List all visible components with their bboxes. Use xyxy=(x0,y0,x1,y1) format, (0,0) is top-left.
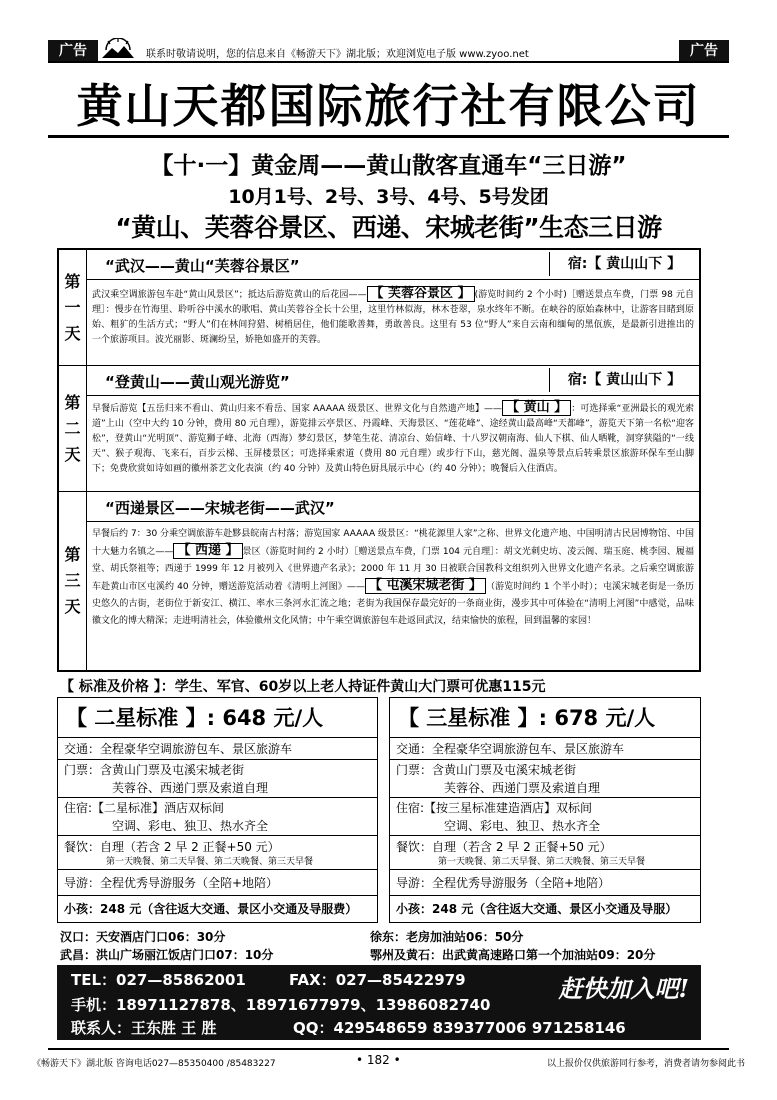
header-rule xyxy=(48,61,729,63)
package-three-star xyxy=(389,697,701,923)
package-guide: 导游：全程优秀导游服务（全陪+地陪） xyxy=(58,870,377,896)
day-header xyxy=(87,366,699,396)
day-label: 第 二 天 xyxy=(59,366,87,491)
pickup-wuchang: 武昌：洪山广场丽江饭店门口07：10分 xyxy=(60,948,274,962)
package-transport: 交通：全程豪华空调旅游包车、景区旅游车 xyxy=(390,738,700,760)
day-route: “登黄山——黄山观光游览” xyxy=(105,373,290,391)
pickup-hankou: 汉口：天安酒店门口06：30分 xyxy=(60,930,226,944)
attraction-tag: 【 芙蓉谷景区 】 xyxy=(367,286,475,302)
attraction-tag: 【 西递 】 xyxy=(173,543,242,559)
day-description xyxy=(92,286,694,348)
description-text: (游览时间约 2 个小时)［赠送景点车费，门票 98 元自理］：慢步在竹海里、聆听谷中溪水的歌唱、黄山芙蓉谷全长十公里，这里竹林似海，林木苍翠，泉水终年不断。在峡谷的原始森林中，让游客目睹到原始、粗犷的生活方式；“野人”们在林间狩猎、树梢居住，他们能歌善舞，勇敢善良。这里有 53 位“野人”来自云南和缅甸的黑佤族，是最新引进推出的一个旅游项目。波光丽影、斑澜纷呈，娇艳如盛开的芙蓉。 xyxy=(92,290,694,345)
description-text: ：可选择乘“亚洲最长的观光索道”上山（空中大约 10 分钟，费用 80 元自理），游览排云亭景区、丹霞峰、天海景区、“莲花峰”、途经黄山最高峰“天都峰”，游览天下第一名松“迎客松”，登黄山“光明顶”、游览狮子峰、北海（西海）梦幻景区，梦笔生花、清凉台、始信峰、十八罗汉朝南海、仙人下棋、仙人晒靴，洞穿狭隘的“一线天”、猴子观海、飞来石，百步云梯、玉屏楼景区；可选择乘索道（费用 80 元自理）或步行下山，慈光阁、温泉等景点后转乘景区旅游环保车至山脚下；免费欣赏如诗如画的徽州茶艺文化表演（约 40 分钟）及黄山特色厨具展示中心（约 40 分钟）；晚餐后入住酒店。 xyxy=(92,404,694,474)
package-tickets: 门票：含黄山门票及屯溪宋城老街 芙蓉谷、西递门票及索道自理 xyxy=(58,760,377,798)
day-header xyxy=(87,492,699,522)
day-label: 第 三 天 xyxy=(59,492,87,670)
title-rule xyxy=(48,135,729,138)
package-child-price: 小孩：248 元（含往返大交通、景区小交通及导服） xyxy=(396,902,678,916)
itinerary-day-2 xyxy=(59,366,699,492)
package-guide: 导游：全程优秀导游服务（全陪+地陪） xyxy=(390,870,700,896)
slogan: 赶快加入吧! xyxy=(558,974,689,1003)
sun-mountain-logo-icon xyxy=(100,38,136,60)
header-info-line: 联系时敬请说明，您的信息来自《畅游天下》湖北版；欢迎浏览电子版 www.zyoo.net xyxy=(146,49,529,60)
package-title: 【 三星标准 】: 678 元/人 xyxy=(390,698,700,738)
contact-person: 联系人：王东胜 王 胜 xyxy=(71,1019,217,1037)
price-standard-line: 【 标准及价格 】：学生、军官、60岁以上老人持证件黄山大门票可优惠115元 xyxy=(60,679,546,695)
description-text: 景区（游览时间约 2 小时）［赠送景点车费，门票 104 元自理］：胡文光刺史坊、凌云阁、瑞玉庭、桃李园、履福堂、胡氏祭祖等；西递于 1999 年 12 月被列入《世界遗产名录》；2000 年 11 月 30 日被联合国教科文组织列入世界文化遗产名录。之后乘空调旅游车赴黄山市区屯溪约 40 分钟，赠送游览活动着《清明上河图》—— xyxy=(92,547,694,592)
itinerary-table xyxy=(57,248,701,672)
contact-mobile: 手机：18971127878、18971677979、13986082740 xyxy=(71,996,491,1014)
day-route: “武汉——黄山“芙蓉谷景区” xyxy=(105,257,300,275)
ad-label-right: 广告 xyxy=(679,40,729,62)
contact-fax: FAX：027—85422979 xyxy=(289,971,466,989)
day-description xyxy=(92,400,694,477)
description-text: 武汉乘空调旅游包车赴“黄山风景区”；抵达后游览黄山的后花园—— xyxy=(92,290,367,300)
itinerary-day-3 xyxy=(59,492,699,670)
attraction-tag: 【 黄山 】 xyxy=(502,400,571,416)
package-lodging: 住宿:【按三星标准建造酒店】双标间 空调、彩电、独卫、热水齐全 xyxy=(390,798,700,836)
description-text: 早餐后约 7：30 分乘空调旅游车赴黟县皖南古村落；游览国家 AAAAA 级景区：“桃花源里人家”之称、世界文化遗产地、中国明清古民居博物馆、中国十大魅力名镇之—— xyxy=(92,529,694,557)
day-route: “西递景区——宋城老街——武汉” xyxy=(105,499,335,517)
footer-left: 《畅游天下》湖北版 咨询电话027—85350400 /85483227 xyxy=(32,1059,276,1069)
promo-tour-name: “黄山、芙蓉谷景区、西递、宋城老街”生态三日游 xyxy=(115,213,662,242)
package-meals: 餐饮：自理（若含 2 早 2 正餐+50 元） 第一天晚餐、第二天早餐、第二天晚餐、第三天早餐 xyxy=(58,836,377,870)
day-hotel: 宿:【 黄山山下 】 xyxy=(549,252,699,276)
pickup-xudong: 徐东：老房加油站06：50分 xyxy=(370,930,524,944)
itinerary-day-1 xyxy=(59,250,699,366)
footer-right: 以上报价仅供旅游同行参考，消费者请勿参阅此书 xyxy=(546,1059,745,1069)
package-transport: 交通：全程豪华空调旅游包车、景区旅游车 xyxy=(58,738,377,760)
day-header xyxy=(87,250,699,280)
page-number: • 182 • xyxy=(356,1053,401,1067)
contact-panel xyxy=(57,965,701,1040)
pickup-ezhou: 鄂州及黄石：出武黄高速路口第一个加油站09：20分 xyxy=(370,948,656,962)
package-two-star xyxy=(57,697,378,923)
package-lodging: 住宿:【二星标准】酒店双标间 空调、彩电、独卫、热水齐全 xyxy=(58,798,377,836)
contact-qq: QQ：429548659 839377006 971258146 xyxy=(293,1019,626,1037)
package-meals: 餐饮：自理（若含 2 早 2 正餐+50 元） 第一天晚餐、第二天早餐、第二天晚餐、第三天早餐 xyxy=(390,836,700,870)
description-text: （游览时间约 1 个半小时）；屯溪宋城老街是一条历史悠久的古街，老街位于新安江、横江、率水三条河水汇流之地；老街为我国保存最完好的一条商业街，漫步其中可体验在“清明上河图”中感觉，品味徽文化的博大精深；走进明清社会，体验徽州文化风情；中午乘空调旅游包车赴返回武汉，结束愉快的旅程，回到温馨的家园！ xyxy=(92,582,694,626)
package-title: 【 二星标准 】: 648 元/人 xyxy=(58,698,377,738)
description-text: 早餐后游览【五岳归来不看山、黄山归来不看岳、国家 AAAAA 级景区、世界文化与自然遗产地】—— xyxy=(92,404,503,414)
company-title: 黄山天都国际旅行社有限公司 xyxy=(76,79,701,133)
promo-dates: 10月1号、2号、3号、4号、5号发团 xyxy=(228,186,549,208)
day-description xyxy=(92,526,694,630)
footer-rule xyxy=(48,1048,729,1050)
package-tickets: 门票：含黄山门票及屯溪宋城老街 芙蓉谷、西递门票及索道自理 xyxy=(390,760,700,798)
promo-headline: 【十·一】黄金周——黄山散客直通车“三日游” xyxy=(150,153,627,179)
contact-tel: TEL：027—85862001 xyxy=(71,971,246,989)
ad-label-left: 广告 xyxy=(48,40,98,62)
attraction-tag: 【 屯溪宋城老街 】 xyxy=(365,578,486,594)
day-hotel: 宿:【 黄山山下 】 xyxy=(549,368,699,392)
day-label: 第 一 天 xyxy=(59,250,87,365)
package-child-price: 小孩：248 元（含往返大交通、景区小交通及导服费） xyxy=(64,902,358,916)
